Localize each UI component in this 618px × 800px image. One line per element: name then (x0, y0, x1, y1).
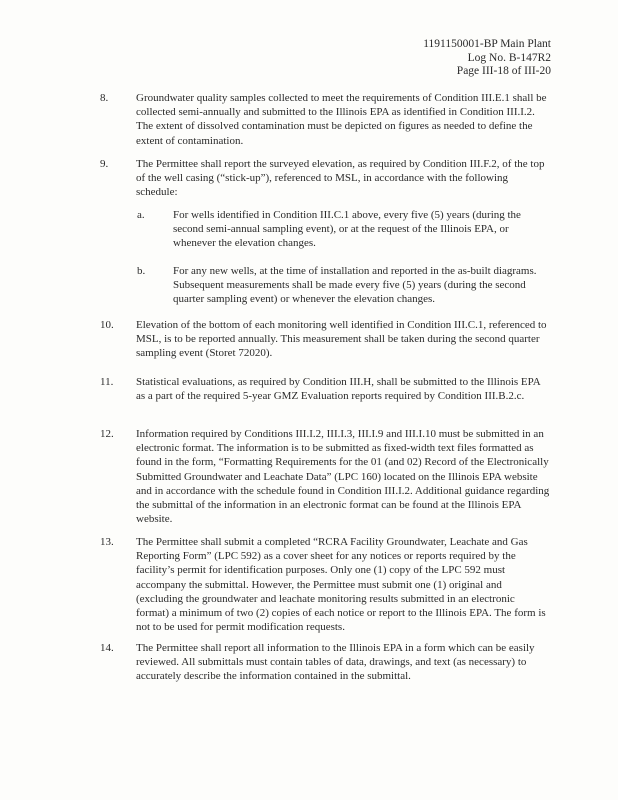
item-number: 10. (100, 319, 114, 331)
header-permit-number: 1191150001-BP Main Plant (423, 38, 551, 50)
item-number: 14. (100, 642, 114, 654)
item-text: Information required by Conditions III.I.2, III.I.3, III.I.9 and III.I.10 must be submitted in an electronic format. The information is to be submitted as fixed-width text files formatted as found in the form, “Formatting Requirements for the 01 (and 02) Record of the Electronically Submitted Groundwater and Leachate Data” (LPC 160) located on the Illinois EPA website and in accordance with the schedule found in Condition III.I.2. Additional guidance regarding the submittal of the information in an electronic format can be found at the Illinois EPA website. (136, 428, 550, 526)
item-text: Statistical evaluations, as required by Condition III.H, shall be submitted to the Illinois EPA as a part of the required 5-year GMZ Evaluation reports required by Condition III.B.2.c. (136, 376, 541, 403)
condition-subitem-9a (137, 208, 549, 251)
item-number: 13. (100, 536, 114, 548)
condition-item-9 (100, 157, 550, 200)
condition-item-12 (100, 427, 550, 526)
item-text: Groundwater quality samples collected to meet the requirements of Condition III.E.1 shall be collected semi-annually and submitted to the Illinois EPA as identified in Condition III.I.2. The extent of dissolved contamination must be depicted on figures as needed to define the extent of contamination. (136, 92, 547, 147)
item-number: 12. (100, 428, 114, 440)
item-text: The Permittee shall submit a completed “RCRA Facility Groundwater, Leachate and Gas Reporting Form” (LPC 592) as a cover sheet for any notices or reports required by the facility’s permit for identification purposes. Only one (1) copy of the LPC 592 must accompany the submittal. However, the Permittee must submit one (1) original and (excluding the groundwater and leachate monitoring results submitted in an electronic format) a minimum of two (2) copies of each notice or report to the Illinois EPA. The form is not to be used for permit modification requests. (136, 536, 546, 634)
page-header (423, 38, 551, 79)
header-log-number: Log No. B-147R2 (467, 51, 551, 64)
condition-item-10 (100, 318, 550, 361)
item-number: 8. (100, 92, 109, 104)
condition-item-13 (100, 535, 550, 634)
subitem-letter: a. (137, 209, 145, 221)
item-number: 11. (100, 376, 114, 388)
subitem-letter: b. (137, 265, 146, 277)
header-page-number: Page III-18 of III-20 (456, 65, 551, 77)
condition-item-8 (100, 91, 550, 148)
item-text: The Permittee shall report the surveyed elevation, as required by Condition III.F.2, of the top of the well casing (“stick-up”), referenced to MSL, in accordance with the following schedule: (136, 158, 545, 199)
condition-item-11 (100, 375, 550, 403)
subitem-text: For wells identified in Condition III.C.1 above, every five (5) years (during the second semi-annual sampling event), or at the request of the Illinois EPA, or whenever the elevation changes. (173, 209, 521, 250)
item-number: 9. (100, 158, 109, 170)
condition-subitem-9b (137, 264, 549, 307)
item-text: Elevation of the bottom of each monitoring well identified in Condition III.C.1, referenced to MSL, is to be reported annually. This measurement shall be taken during the second quarter sampling event (Storet 72020). (136, 319, 547, 360)
subitem-text: For any new wells, at the time of installation and reported in the as-built diagrams. Subsequent measurements shall be made every five (5) years (during the second quarter sampling event) or whenever the elevation changes. (173, 265, 537, 306)
item-text: The Permittee shall report all information to the Illinois EPA in a form which can be easily reviewed. All submittals must contain tables of data, drawings, and text (as necessary) to accurately describe the information contained in the submittal. (136, 642, 535, 683)
condition-item-14 (100, 641, 550, 684)
